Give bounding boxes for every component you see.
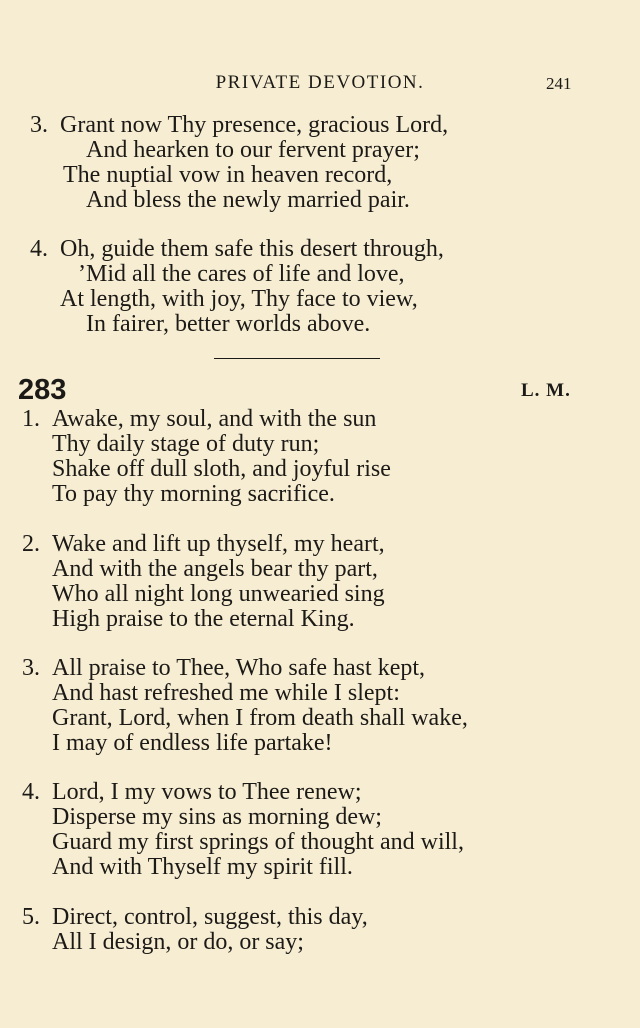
hymn-meter: L. M.	[521, 380, 571, 401]
stanza-line: And with the angels bear thy part,	[52, 556, 378, 582]
stanza-line: Shake off dull sloth, and joyful rise	[52, 456, 391, 482]
stanza-number: 3.	[22, 655, 40, 681]
stanza-number: 4.	[30, 236, 48, 262]
stanza-line: The nuptial vow in heaven record,	[63, 162, 393, 188]
stanza-line: 3. Grant now Thy presence, gracious Lord,	[30, 112, 449, 138]
stanza	[30, 113, 448, 213]
stanza-number: 5.	[22, 904, 40, 930]
stanza-line: At length, with joy, Thy face to view,	[60, 286, 418, 312]
stanza-line: 5. Direct, control, suggest, this day,	[22, 904, 368, 930]
section-divider	[214, 358, 380, 359]
stanza-line: I may of endless life partake!	[52, 730, 333, 756]
stanza-line: To pay thy morning sacrifice.	[52, 481, 335, 507]
stanza-line: Thy daily stage of duty run;	[52, 431, 320, 457]
hymn-number: 283	[18, 374, 67, 406]
running-header: PRIVATE DEVOTION.	[215, 72, 425, 93]
stanza-line: And with Thyself my spirit fill.	[52, 854, 353, 880]
stanza-line: 3. All praise to Thee, Who safe hast kept,	[22, 655, 426, 681]
stanza-line: Guard my first springs of thought and will,	[52, 829, 464, 855]
stanza	[22, 656, 468, 756]
page-number: 241	[546, 74, 572, 93]
stanza-line: And hast refreshed me while I slept:	[52, 680, 400, 706]
stanza-number: 2.	[22, 531, 40, 557]
stanza-number: 3.	[30, 112, 48, 138]
stanza	[22, 407, 391, 507]
stanza-line: All I design, or do, or say;	[52, 929, 304, 955]
stanza-line: 1. Awake, my soul, and with the sun	[22, 406, 377, 432]
stanza-line: 2. Wake and lift up thyself, my heart,	[22, 531, 385, 557]
stanza	[22, 780, 464, 880]
stanza-line: Who all night long unwearied sing	[52, 581, 385, 607]
stanza-line: ’Mid all the cares of life and love,	[78, 261, 405, 287]
stanza-line: In fairer, better worlds above.	[86, 311, 371, 337]
stanza-line: Grant, Lord, when I from death shall wake,	[52, 705, 468, 731]
stanza	[22, 905, 368, 955]
stanza-line: High praise to the eternal King.	[52, 606, 355, 632]
stanza-number: 1.	[22, 406, 40, 432]
stanza-line: 4. Lord, I my vows to Thee renew;	[22, 779, 362, 805]
stanza	[30, 237, 444, 337]
stanza-line: Disperse my sins as morning dew;	[52, 804, 382, 830]
stanza-number: 4.	[22, 779, 40, 805]
stanza-line: 4. Oh, guide them safe this desert through,	[30, 236, 444, 262]
stanza-line: And bless the newly married pair.	[86, 187, 410, 213]
stanza-line: And hearken to our fervent prayer;	[86, 137, 420, 163]
stanza	[22, 532, 385, 632]
